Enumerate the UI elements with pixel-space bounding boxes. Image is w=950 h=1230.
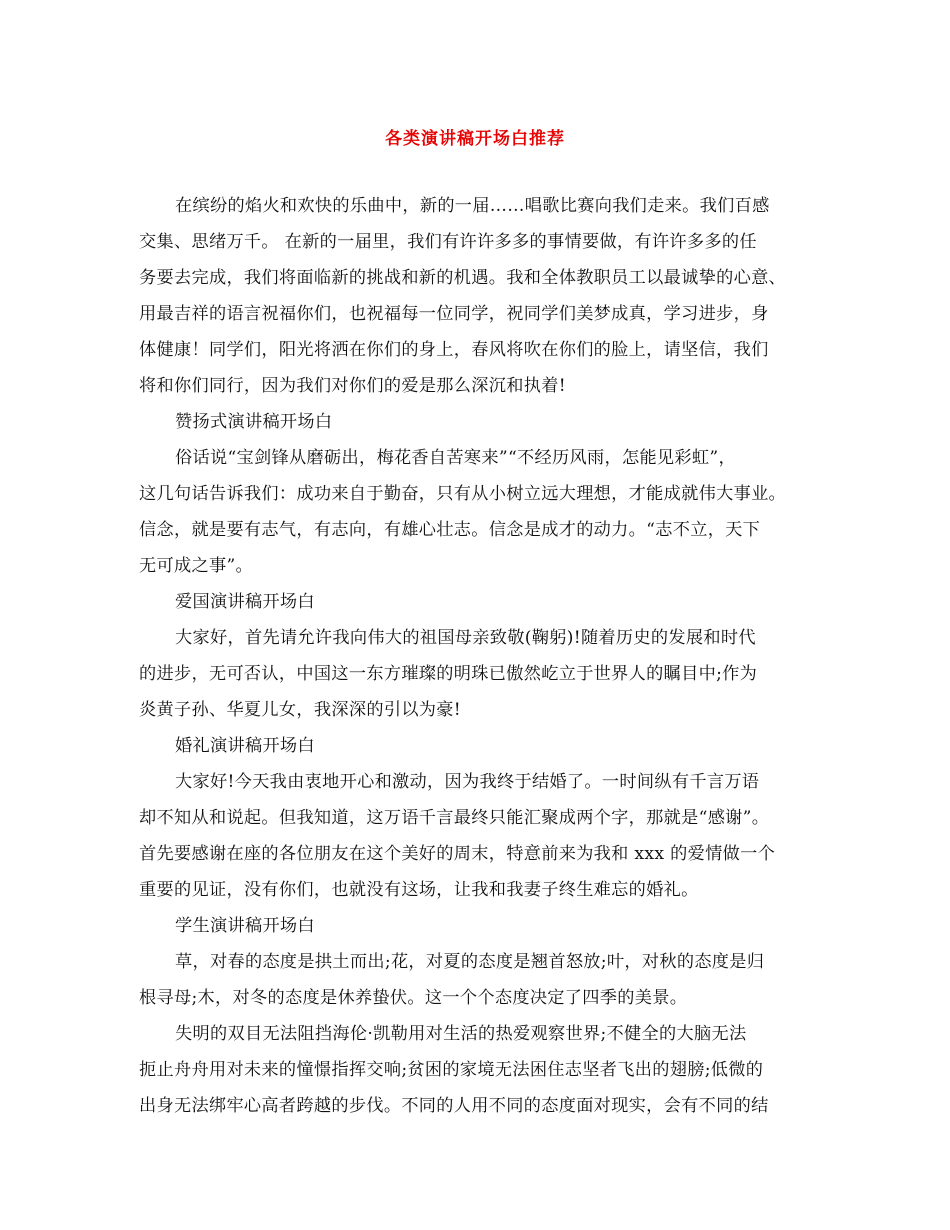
text-line: 体健康！同学们，阳光将洒在你们的身上，春风将吹在你们的脸上，请坚信，我们 <box>139 340 769 360</box>
text-line: 炎黄子孙、华夏儿女，我深深的引以为豪! <box>139 700 461 720</box>
text-line: 的进步，无可否认，中国这一东方璀璨的明珠已傲然屹立于世界人的瞩目中;作为 <box>139 664 758 684</box>
text-line: 用最吉祥的语言祝福你们，也祝福每一位同学，祝同学们美梦成真，学习进步，身 <box>139 304 769 324</box>
text-line: 学生演讲稿开场白 <box>175 916 315 936</box>
text-line: 赞扬式演讲稿开场白 <box>175 412 333 432</box>
text-line: 交集、思绪万千。 在新的一届里，我们有许许多多的事情要做，有许许多多的任 <box>139 232 757 252</box>
text-line: 出身无法绑牢心高者跨越的步伐。不同的人用不同的态度面对现实，会有不同的结 <box>139 1096 769 1116</box>
text-line: 重要的见证，没有你们，也就没有这场，让我和我妻子终生难忘的婚礼。 <box>139 880 699 900</box>
text-line: 草，对春的态度是拱土而出;花，对夏的态度是翘首怒放;叶，对秋的态度是归 <box>175 952 765 972</box>
text-line: 俗话说“宝剑锋从磨砺出，梅花香自苦寒来”“不经历风雨，怎能见彩虹”， <box>175 448 736 468</box>
text-line: 失明的双目无法阻挡海伦·凯勒用对生活的热爱观察世界;不健全的大脑无法 <box>175 1024 747 1044</box>
text-line: 婚礼演讲稿开场白 <box>175 736 315 756</box>
text-line: 这几句话告诉我们：成功来自于勤奋，只有从小树立远大理想，才能成就伟大事业。 <box>139 484 787 504</box>
text-line: 大家好，首先请允许我向伟大的祖国母亲致敬(鞠躬)!随着历史的发展和时代 <box>175 628 756 648</box>
text-line: 却不知从和说起。但我知道，这万语千言最终只能汇聚成两个字，那就是“感谢”。 <box>139 808 770 828</box>
text-line: 扼止舟舟用对未来的憧憬指挥交响;贫困的家境无法困住志坚者飞出的翅膀;低微的 <box>139 1060 764 1080</box>
text-line: 根寻母;木，对冬的态度是休养蛰伏。这一个个态度决定了四季的美景。 <box>139 988 688 1008</box>
text-line: 在缤纷的焰火和欢快的乐曲中，新的一届……唱歌比赛向我们走来。我们百感 <box>175 196 770 216</box>
text-line: 信念，就是要有志气，有志向，有雄心壮志。信念是成才的动力。“志不立，天下 <box>139 520 761 540</box>
document-body <box>139 188 819 1124</box>
text-line: 无可成之事”。 <box>139 556 254 576</box>
text-line: 爱国演讲稿开场白 <box>175 592 315 612</box>
text-line: 将和你们同行，因为我们对你们的爱是那么深沉和执着! <box>139 376 566 396</box>
text-line: 务要去完成，我们将面临新的挑战和新的机遇。我和全体教职员工以最诚挚的心意、 <box>139 268 787 288</box>
text-line: 首先要感谢在座的各位朋友在这个美好的周末，特意前来为我和 xxx 的爱情做一个 <box>139 844 776 864</box>
text-line: 大家好!今天我由衷地开心和激动，因为我终于结婚了。一时间纵有千言万语 <box>175 772 760 792</box>
document-title: 各类演讲稿开场白推荐 <box>385 129 565 149</box>
